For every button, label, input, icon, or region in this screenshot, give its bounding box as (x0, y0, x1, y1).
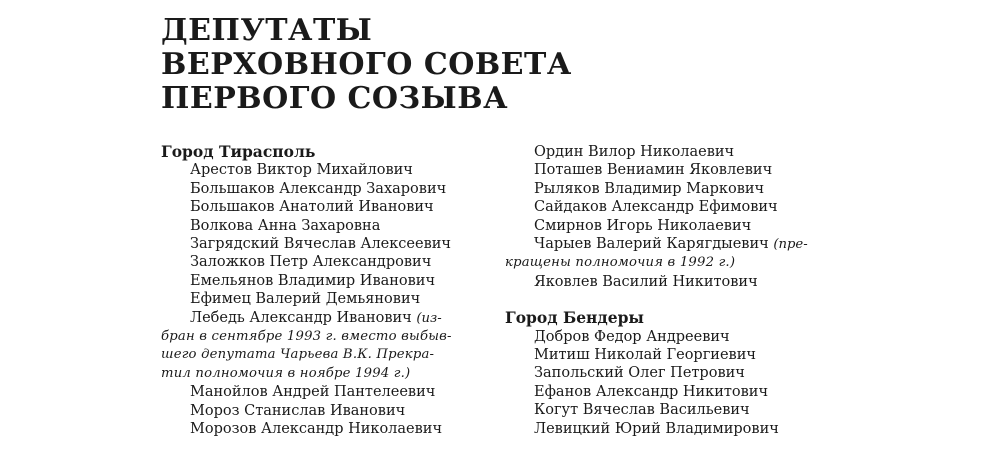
list-item: Митиш Николай Георгиевич (534, 347, 756, 364)
list-item: Яковлев Василий Никитович (534, 273, 758, 290)
section-heading-tiraspol: Город Тирасполь (161, 142, 316, 161)
list-item: Левицкий Юрий Владимирович (534, 420, 779, 437)
list-item: Запольский Олег Петрович (534, 365, 745, 382)
section-spacer (505, 291, 835, 309)
right-column (505, 143, 835, 438)
list-item: Рыляков Владимир Маркович (534, 180, 765, 197)
list-item: Смирнов Игорь Николаевич (534, 217, 752, 234)
list-item: Поташев Вениамин Яковлевич (534, 162, 773, 179)
list-item: Добров Федор Андреевич (534, 328, 730, 345)
list-item: Большаков Александр Захарович (190, 180, 447, 197)
left-column (161, 143, 491, 439)
list-item: Ордин Вилор Николаевич (534, 144, 735, 160)
section-heading-bendery: Город Бендеры (505, 308, 644, 328)
list-item: Морозов Александр Николаевич (190, 421, 443, 438)
member-note-line: тил полномочия в ноябре 1994 г.) (161, 365, 411, 381)
member-name: Чарыев Валерий Карягдыевич (534, 236, 769, 253)
list-item: Ефимец Валерий Демьянович (190, 291, 421, 308)
list-item: Заложков Петр Александрович (190, 254, 432, 271)
member-note: (из- (416, 310, 442, 326)
title-line-3: ПЕРВОГО СОЗЫВА (161, 81, 509, 116)
page-title (161, 14, 572, 116)
list-item: Большаков Анатолий Иванович (190, 199, 434, 216)
list-item: Арестов Виктор Михайлович (190, 162, 413, 179)
member-note-line: шего депутата Чарьева В.К. Прекра- (161, 347, 435, 363)
list-item: Загрядский Вячеслав Алексеевич (190, 236, 452, 253)
member-note: (пре- (773, 237, 808, 253)
list-item: Волкова Анна Захаровна (190, 217, 381, 234)
list-item-lebed (161, 309, 491, 328)
list-item: Мороз Станислав Иванович (190, 402, 406, 419)
member-note-line: бран в сентябре 1993 г. вместо выбыв- (161, 329, 452, 345)
list-item-charyev (505, 235, 835, 254)
list-item: Когут Вячеслав Васильевич (534, 402, 750, 419)
list-item: Манойлов Андрей Пантелеевич (190, 384, 436, 401)
title-line-1: ДЕПУТАТЫ (161, 13, 373, 48)
list-item: Ефанов Александр Никитович (534, 383, 769, 400)
list-item: Емельянов Владимир Иванович (190, 272, 436, 289)
list-item: Сайдаков Александр Ефимович (534, 199, 778, 216)
title-line-2: ВЕРХОВНОГО СОВЕТА (161, 47, 572, 82)
member-name: Лебедь Александр Иванович (190, 309, 412, 326)
member-note-line: кращены полномочия в 1992 г.) (505, 255, 736, 271)
